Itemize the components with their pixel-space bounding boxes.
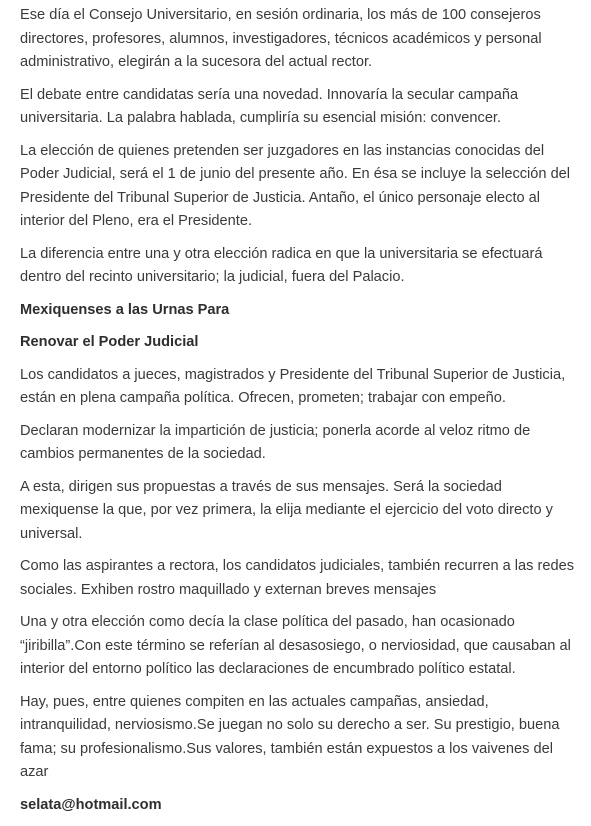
article-body [20,4,580,826]
paragraph: Una y otra elección como decía la clase política del pasado, han ocasionado “jiribilla”.Con este término se referían al desasosiego, o nerviosidad, que causaban al interior del entorno político las declaraciones de encumbrado político estatal. [20,614,571,677]
section-heading: Mexiquenses a las Urnas Para [20,301,230,318]
paragraph: La diferencia entre una y otra elección radica en que la universitaria se efectuará dentro del recinto universitario; la judicial, fuera del Palacio. [20,245,543,285]
paragraph: Declaran modernizar la impartición de justicia; ponerla acorde al veloz ritmo de cambios permanentes de la sociedad. [20,422,531,462]
paragraph: El debate entre candidatas sería una novedad. Innovaría la secular campaña universitaria. La palabra hablada, cumpliría su esencial misión: convencer. [20,86,519,126]
paragraph: A esta, dirigen sus propuestas a través de sus mensajes. Será la sociedad mexiquense la que, por vez primera, la elija mediante el ejercicio del voto directo y universal. [20,478,553,542]
paragraph: La elección de quienes pretenden ser juzgadores en las instancias conocidas del Poder Judicial, será el 1 de junio del presente año. En ésa se incluye la selección del Presidente del Tribunal Superior de Justicia. Antaño, el único personaje electo al interior del Pleno, era el Presidente. [20,142,571,229]
paragraph: Ese día el Consejo Universitario, en sesión ordinaria, los más de 100 consejeros directores, profesores, alumnos, investigadores, técnicos académicos y personal administrativo, elegirán a la sucesora del actual rector. [20,7,542,70]
paragraph: Hay, pues, entre quienes compiten en las actuales campañas, ansiedad, intranquilidad, nerviosismo.Se juegan no solo su derecho a ser. Su prestigio, buena fama; su profesionalismo.Sus valores, también están expuestos a los vaivenes del azar [20,693,560,780]
author-email: selata@hotmail.com [20,796,162,813]
section-heading: Renovar el Poder Judicial [20,334,199,350]
paragraph: Los candidatos a jueces, magistrados y Presidente del Tribunal Superior de Justicia, están en plena campaña política. Ofrecen, prometen; trabajar con empeño. [20,366,566,406]
paragraph: Como las aspirantes a rectora, los candidatos judiciales, también recurren a las redes sociales. Exhiben rostro maquillado y externan breves mensajes [20,558,575,598]
